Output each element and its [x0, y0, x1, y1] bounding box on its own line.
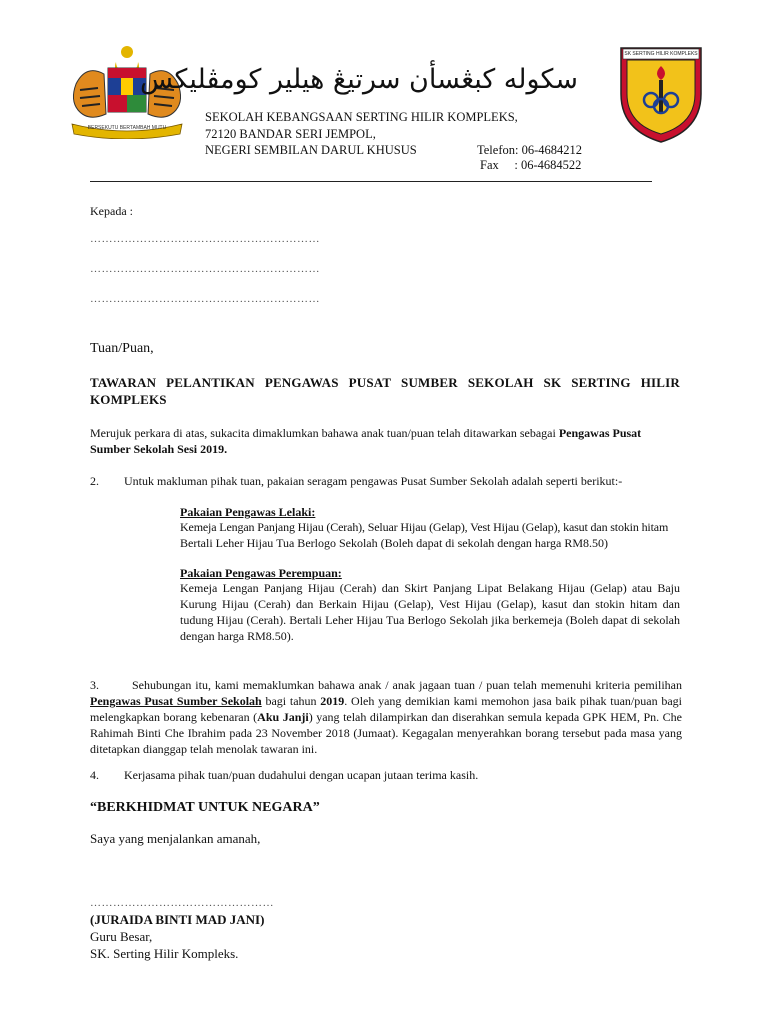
address-line2: NEGERI SEMBILAN DARUL KHUSUS	[205, 143, 417, 157]
crest-ribbon-text: BERSEKUTU BERTAMBAH MUTU	[87, 125, 167, 131]
badge-text: SK SERTING HILIR KOMPLEKS	[624, 51, 698, 57]
recipient-line-1: ……………………………………………………	[90, 233, 320, 245]
phone-number: Telefon: 06-4684212	[477, 143, 583, 157]
male-uniform-heading: Pakaian Pengawas Lelaki:	[180, 505, 316, 519]
paragraph-3-text-c: . Oleh yang demikian kami memohon jasa baik pihak tuan/puan bagi melengkapkan borang kebenaran (	[90, 694, 682, 724]
fax-number: Fax : 06-4684522	[480, 158, 582, 172]
closing-line: Saya yang menjalankan amanah,	[90, 831, 261, 846]
recipient-line-2: ……………………………………………………	[90, 263, 320, 275]
paragraph-3-number: 3.	[90, 678, 99, 692]
paragraph-3-text-d: ) yang telah dilampirkan dan diserahkan semula kepada GPK HEM, Pn. Che Rahimah Binti Che Ibrahim pada 23 November 2018 (Jumaat). Kegagalan menyerahkan borang tersebut pada masa yang ditetapkan dianggap telah menolak tawaran ini.	[90, 710, 682, 756]
recipient-label: Kepada :	[90, 204, 133, 218]
male-uniform-line2: Bertali Leher Hijau Tua Berlogo Sekolah (Boleh dapat di sekolah dengan harga RM8.50)	[180, 536, 609, 550]
female-uniform-heading: Pakaian Pengawas Perempuan:	[180, 566, 342, 580]
paragraph-3	[90, 677, 682, 757]
signatory-school: SK. Serting Hilir Kompleks.	[90, 946, 239, 961]
paragraph-3-text-b: bagi tahun	[261, 694, 321, 708]
female-uniform-text: Kemeja Lengan Panjang Hijau (Cerah) dan Skirt Panjang Lipat Belakang Hijau (Gelap) atau Baju Kurung Hijau (Cerah) dan Berkain Hijau (Gelap), Vest Hijau (Gelap), kasut dan stokin hitam dan tudung Hijau (Cerah). Bertali Leher Hijau Tua Berlogo Sekolah jika berkemeja (Boleh dapat di sekolah dengan harga RM8.50).	[180, 581, 680, 643]
paragraph-1-text: Merujuk perkara di atas, sukacita dimaklumkan bahawa anak tuan/puan telah ditawarkan sebagai	[90, 426, 559, 440]
motto: “BERKHIDMAT UNTUK NEGARA”	[90, 800, 320, 815]
paragraph-2-text: Untuk makluman pihak tuan, pakaian seragam pengawas Pusat Sumber Sekolah adalah seperti berikut:-	[124, 474, 623, 488]
recipient-line-3: ……………………………………………………	[90, 293, 320, 305]
paragraph-3-bold-a: Pengawas Pusat Sumber Sekolah	[90, 694, 262, 708]
paragraph-1	[90, 425, 682, 457]
address-line1: 72120 BANDAR SERI JEMPOL,	[205, 127, 376, 141]
signatory-title: Guru Besar,	[90, 929, 153, 944]
letter-subject: TAWARAN PELANTIKAN PENGAWAS PUSAT SUMBER SEKOLAH SK SERTING HILIR KOMPLEKS	[90, 375, 680, 407]
paragraph-3-text-a: Sehubungan itu, kami memaklumkan bahawa anak / anak jagaan tuan / puan telah memenuhi kriteria pemilihan	[132, 678, 682, 692]
school-badge-logo	[617, 44, 705, 144]
signature-line: …………………………………………	[90, 897, 274, 909]
header-divider	[90, 181, 652, 182]
male-uniform-line1: Kemeja Lengan Panjang Hijau (Cerah), Seluar Hijau (Gelap), Vest Hijau (Gelap), kasut dan stokin hitam	[180, 520, 669, 534]
paragraph-4-number: 4.	[90, 768, 99, 782]
paragraph-4-text: Kerjasama pihak tuan/puan dudahului dengan ucapan jutaan terima kasih.	[124, 768, 479, 782]
school-name: SEKOLAH KEBANGSAAN SERTING HILIR KOMPLEKS,	[205, 110, 518, 124]
paragraph-3-bold-b: 2019	[320, 694, 345, 708]
salutation: Tuan/Puan,	[90, 341, 154, 356]
paragraph-1-bold: Pengawas Pusat Sumber Sekolah Sesi 2019.	[90, 426, 642, 456]
signatory-name: (JURAIDA BINTI MAD JANI)	[90, 912, 265, 927]
jawi-school-name: سکوله کبڠسأن سرتيڠ هيلير کومڤليکس	[140, 64, 578, 95]
paragraph-2-number: 2.	[90, 474, 99, 488]
paragraph-3-bold-c: Aku Janji	[257, 710, 309, 724]
